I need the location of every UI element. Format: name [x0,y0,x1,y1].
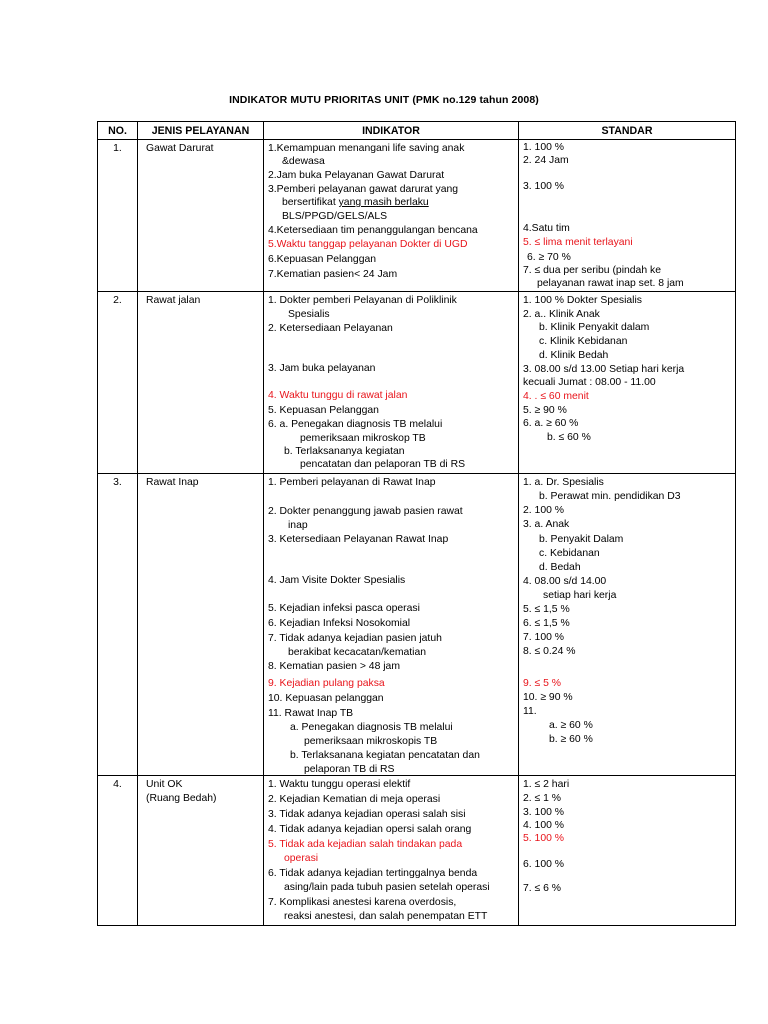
standar-line: 1. a. Dr. Spesialis [523,477,604,488]
indikator-line: 4.Ketersediaan tim penanggulangan bencana [268,225,478,236]
standar-line: 2. 100 % [523,505,565,516]
row-number-text: 1. [113,143,122,154]
indikator-line: 2. Ketersediaan Pelayanan [268,323,393,334]
indikator-line: 3.Pemberi pelayanan gawat darurat yang [268,184,459,195]
standar-line: d. Bedah [539,562,581,573]
indikator-line: 1. Pemberi pelayanan di Rawat Inap [268,477,436,488]
jenis-pelayanan-text: Gawat Darurat [146,143,214,154]
indikator-line: 4. Jam Visite Dokter Spesialis [268,575,406,586]
standar-line: 3. 100 % [523,181,565,192]
indikator-line: 9. Kejadian pulang paksa [268,678,385,689]
standar-line: 5. ≤ 1,5 % [523,604,570,615]
table-row [98,776,736,926]
standar-line: 2. a.. Klinik Anak [523,309,600,320]
standar-line: 11. [523,706,537,717]
standar-line: 6. a. ≥ 60 % [523,418,579,429]
indikator-line: 4. Tidak adanya kejadian opersi salah orang [268,824,472,835]
standar-line: setiap hari kerja [543,590,617,601]
indikator-line: 2. Dokter penanggung jawab pasien rawat [268,506,463,517]
standar-line: 6. ≥ 70 % [527,252,571,263]
standar-line: 1. ≤ 2 hari [523,779,570,790]
standar-line: 2. 24 Jam [523,155,569,166]
jenis-pelayanan-cell [138,140,264,292]
standar-line: b. ≤ 60 % [547,432,591,443]
standar-line: 3. 08.00 s/d 13.00 Setiap hari kerja [523,364,685,375]
jenis-pelayanan-text: Rawat jalan [146,295,201,306]
indikator-line: 6. a. Penegakan diagnosis TB melalui [268,419,443,430]
row-number [98,140,138,292]
indikator-line: 5. Kepuasan Pelanggan [268,405,379,416]
header-standar: STANDAR [519,122,736,140]
indikator-line: &dewasa [282,156,325,167]
indikator-line: 1. Waktu tunggu operasi elektif [268,779,411,790]
indikator-line: 11. Rawat Inap TB [268,708,354,719]
standar-line: 9. ≤ 5 % [523,678,562,689]
indikator-line: pemeriksaan mikroskop TB [300,433,426,444]
indikator-line: b. Terlaksanana kegiatan pencatatan dan [290,750,480,761]
jenis-pelayanan-cell [138,292,264,474]
indikator-line: 3. Ketersediaan Pelayanan Rawat Inap [268,534,449,545]
standar-line: 3. 100 % [523,807,565,818]
indikator-line: 7. Tidak adanya kejadian pasien jatuh [268,633,442,644]
standar-line: b. Perawat min. pendidikan D3 [539,491,681,502]
table-row [98,474,736,776]
indikator-line: 3. Jam buka pelayanan [268,363,376,374]
indikator-line: 7.Kematian pasien< 24 Jam [268,269,398,280]
indikator-line: pemeriksaan mikroskopis TB [304,736,438,747]
standar-line: 7. 100 % [523,632,565,643]
standar-line: b. Klinik Penyakit dalam [539,322,650,333]
standar-line: 7. ≤ 6 % [523,883,562,894]
indikator-line: bersertifikat yang masih berlaku [282,197,429,208]
indikator-line: reaksi anestesi, dan salah penempatan ETT [284,911,488,922]
standar-line: 5. ≥ 90 % [523,405,567,416]
indikator-line: Spesialis [288,309,330,320]
standar-cell [519,292,736,474]
indikator-line: 5. Kejadian infeksi pasca operasi [268,603,420,614]
indikator-line: 2. Kejadian Kematian di meja operasi [268,794,441,805]
standar-line: pelayanan rawat inap set. 8 jam [537,278,684,289]
indikator-line: pelaporan TB di RS [304,764,395,775]
indikator-line: 3. Tidak adanya kejadian operasi salah sisi [268,809,466,820]
standar-line: 10. ≥ 90 % [523,692,573,703]
standar-line: 3. a. Anak [523,519,570,530]
standar-line: 4. . ≤ 60 menit [523,391,589,402]
jenis-pelayanan-text: Unit OK [146,779,183,790]
standar-cell [519,776,736,926]
indikator-line: operasi [284,853,319,864]
row-number [98,776,138,926]
jenis-pelayanan-text: Rawat Inap [146,477,199,488]
row-number-text: 4. [113,779,122,790]
indikator-line: berakibat kecacatan/kematian [288,647,427,658]
indikator-line: 4. Waktu tunggu di rawat jalan [268,390,408,401]
standar-cell [519,140,736,292]
table-row [98,292,736,474]
standar-line: 5. 100 % [523,833,565,844]
standar-line: 1. 100 % [523,142,565,153]
standar-line: b. Penyakit Dalam [539,534,624,545]
indikator-line: 6. Tidak adanya kejadian tertinggalnya benda [268,868,478,879]
indikator-line: 1.Kemampuan menangani life saving anak [268,143,465,154]
table-row [98,140,736,292]
indikator-cell [264,474,519,776]
row-number [98,474,138,776]
standar-cell [519,474,736,776]
indikator-line: 2.Jam buka Pelayanan Gawat Darurat [268,170,445,181]
header-no: NO. [98,122,138,140]
standar-line: 7. ≤ dua per seribu (pindah ke [523,265,661,276]
standar-line: kecuali Jumat : 08.00 - 11.00 [523,377,656,388]
jenis-pelayanan-text: (Ruang Bedah) [146,792,217,804]
indikator-line: 6. Kejadian Infeksi Nosokomial [268,618,411,629]
standar-line: 8. ≤ 0.24 % [523,646,576,657]
standar-line: 4.Satu tim [523,223,570,234]
underlined-text: yang masih berlaku [338,197,429,208]
standar-line: 4. 08.00 s/d 14.00 [523,576,607,587]
table-header-row [98,122,736,140]
row-number [98,292,138,474]
document-title: INDIKATOR MUTU PRIORITAS UNIT (PMK no.129 tahun 2008) [229,94,539,106]
header-jenis-pelayanan: JENIS PELAYANAN [138,122,264,140]
indikator-line: 1. Dokter pemberi Pelayanan di Poliklinik [268,295,457,306]
standar-line: 5. ≤ lima menit terlayani [523,237,633,248]
header-indikator: INDIKATOR [264,122,519,140]
row-number-text: 3. [113,477,122,488]
standar-line: 6. ≤ 1,5 % [523,618,570,629]
indikator-cell [264,292,519,474]
jenis-pelayanan-cell [138,776,264,926]
standar-line: 4. 100 % [523,820,565,831]
indikator-line: 5. Tidak ada kejadian salah tindakan pada [268,839,463,850]
indikator-line: 10. Kepuasan pelanggan [268,693,384,704]
standar-line: 6. 100 % [523,859,565,870]
indikator-line: pencatatan dan pelaporan TB di RS [300,459,466,470]
standar-line: a. ≥ 60 % [549,720,593,731]
standar-line: c. Klinik Kebidanan [539,336,628,347]
standar-line: c. Kebidanan [539,548,600,559]
standar-line: b. ≥ 60 % [549,734,593,745]
indikator-line: 8. Kematian pasien > 48 jam [268,661,400,672]
indicator-table [97,121,736,926]
standar-line: d. Klinik Bedah [539,350,609,361]
indikator-cell [264,776,519,926]
indikator-line: 5.Waktu tanggap pelayanan Dokter di UGD [268,239,468,250]
indikator-line: 6.Kepuasan Pelanggan [268,254,377,265]
indikator-line: asing/lain pada tubuh pasien setelah operasi [284,882,490,893]
standar-line: 2. ≤ 1 % [523,793,562,804]
indikator-line: b. Terlaksananya kegiatan [284,446,405,457]
jenis-pelayanan-cell [138,474,264,776]
indikator-line: a. Penegakan diagnosis TB melalui [290,722,453,733]
indikator-cell [264,140,519,292]
indikator-line: inap [288,520,308,531]
indikator-line: 7. Komplikasi anestesi karena overdosis, [268,897,457,908]
indikator-line: BLS/PPGD/GELS/ALS [282,211,388,222]
standar-line: 1. 100 % Dokter Spesialis [523,295,642,306]
row-number-text: 2. [113,295,122,306]
